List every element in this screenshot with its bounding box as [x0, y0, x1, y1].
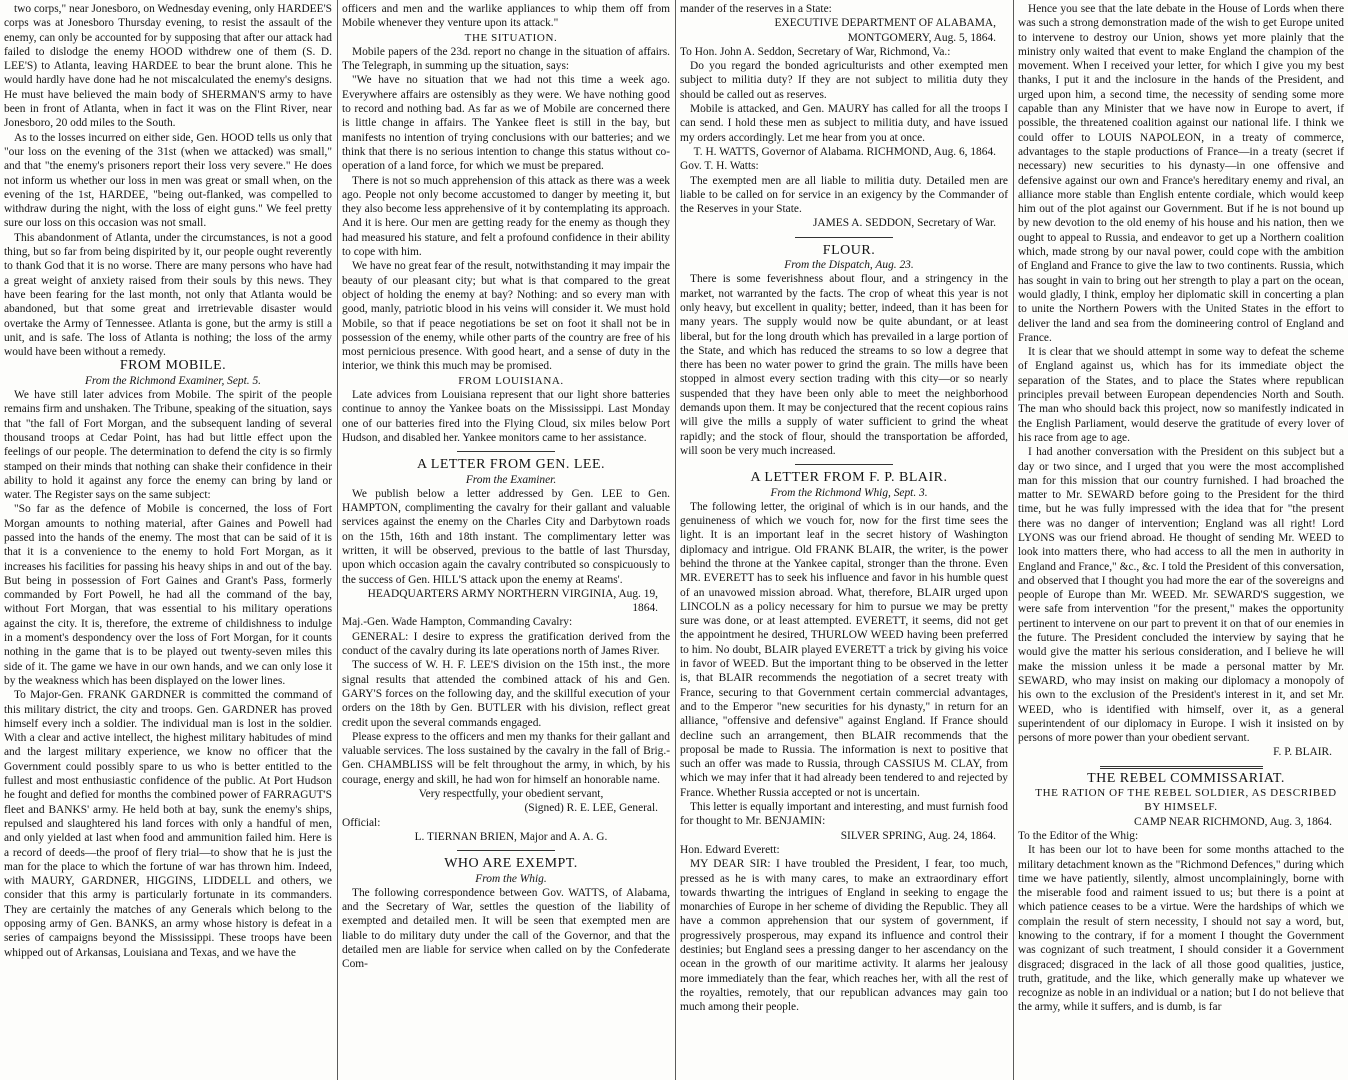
- section-heading: WHO ARE EXEMPT.: [444, 856, 578, 872]
- paragraph: We publish below a letter addressed by Gen. LEE to Gen. HAMPTON, complimenting the cavalry for their gallant and valuable services against the enemy on the Charles City and Darbytown roads on the 15th, 16th and 18th instant. The complimentary letter was written, it will be observed, previous to the battle of last Thursday, upon which occasion again the cavalry contributed so conspicuously to the success of Gen. HILL'S attack upon the enemy at Reams'.: [342, 487, 670, 586]
- section-heading: A LETTER FROM GEN. LEE.: [416, 457, 606, 473]
- dateline-signature: SILVER SPRING, Aug. 24, 1864.: [840, 829, 996, 842]
- section-heading: THE REBEL COMMISSARIAT.: [1087, 770, 1285, 786]
- paragraph: The following letter, the original of which is in our hands, and the genuineness of which we vouch for, now for the first time sees the light. It is an important leaf in the secret history of Washington diplomacy and intrigue. Old FRANK BLAIR, the writer, is the power behind the throne at the Yankee capital, stronger than the throne. Even MR. EVERETT has to seek his influence and favor in his humble quest of an unavowed mission abroad. What, therefore, BLAIR urged upon LINCOLN as a policy necessary for him to pursue we may be pretty sure was done, or at least attempted. EVERETT, it seems, did not get the appointment he desired, THURLOW WEED having been preferred to him. No doubt, BLAIR played EVERETT a trick by giving his voice in favor of WEED. But the important thing to be observed in the letter is, that BLAIR recommends the negotiation of a secret treaty with France, securing to that Government certain commercial advantages, and to the Emperor "new securities for his dynasty," in return for an alliance, "offensive and defensive" against England. If France should decline such an arrangement, then BLAIR recommends that the proposal be made to Russia. The information is next to positive that such an offer was made to Russia, through CASSIUS M. CLAY, from which we may infer that it had already been tendered to and rejected by France. Whether Russia accepted or not is uncertain.: [680, 500, 1008, 799]
- paragraph: Maj.-Gen. Wade Hampton, Commanding Cavalry:: [342, 616, 573, 629]
- separator-rule: [795, 237, 893, 238]
- paragraph: There is some feverishness about flour, and a stringency in the market, not warranted by the facts. The crop of wheat this year is not only heavy, but excellent in quality; better, indeed, than it has been for many years. The supply would now be quite abundant, or at least liberal, but for the long drouth which has prevailed in a large portion of the State, and which has reduced the streams to so low a degree that there has been no water power to grind the grain. The mills have been stopped in almost every section trading with this city—or so nearly suspended that they have been only able to meet the neighborhood demands upon them. It may be conjectured that the recent copious rains will give the mills a supply of water sufficient to grind the wheat rapidly; and the stock of flour, should the transportation be afforded, will soon be very much increased.: [680, 273, 1008, 457]
- paragraph: officers and men and the warlike appliances to whip them off from Mobile whenever they venture upon its attack.": [342, 3, 670, 30]
- source-line: From the Dispatch, Aug. 23.: [784, 259, 914, 272]
- section-heading: FLOUR.: [822, 242, 876, 258]
- paragraph: MY DEAR SIR: I have troubled the President, I fear, too much, pressed as he is with many cares, to make an extraordinary effort towards thwarting the intrigues of England in seeking to engage the monarchies of Europe in her scheme of dividing the Republic. They all have a common apprehension that our system of government, if progressively prosperous, may expand its influence and control their destinies; but England sees a pressing danger to her ascendancy on the ocean in the growth of our maritime activity. It alarms her jealousy more immediately than the fear, which reaches her, with all the rest of the royalties, remotely, that our republican advances may gain too much among their people.: [680, 858, 1008, 1014]
- paragraph: Mobile papers of the 23d. report no change in the situation of affairs. The Telegraph, in summing up the situation, says:: [342, 45, 670, 73]
- paragraph: Official:: [342, 816, 381, 829]
- paragraph: Mobile is attacked, and Gen. MAURY has called for all the troops I can send. I hold these men as subject to militia duty, and have issued my orders accordingly. Let me hear from you at once.: [680, 103, 1008, 144]
- paragraph: To Major-Gen. FRANK GARDNER is committed the command of this military district, the city and troops. Gen. GARDNER has proved himself every inch a soldier. The individual man is lost in the soldier. With a clear and active intellect, the highest military habitudes of mind and the largest military experience, we know no officer that the Government could possibly spare to us who is better entitled to the fullest and most enthusiastic confidence of the public. At Port Hudson he fought and defied for months the combined power of FARRAGUT'S fleet and BANKS' army. He held both at bay, sunk the enemy's ships, repulsed and slaughtered his land forces with only a handful of men, and only yielded at last when food and ammunition failed him. Here is a record of deeds—the proof of flery trial—to show that he is just the man for the place to which the fortune of war has thrown him. Indeed, with MAURY, GARDNER, HIGGINS, LIDDELL and others, we consider that this army is particularly fortunate in its commanders. They are certainly the matches of any Generals which belong to the opposing army of Gen. BANKS, an army whose history is defeat in a series of campaigns beyond the Mississippi. These troops have been whipped out of Arkansas, Louisiana and Texas, and we have the: [4, 689, 332, 959]
- paragraph: "So far as the defence of Mobile is concerned, the loss of Fort Morgan amounts to nothing material, after Gaines and Powell had passed into the hands of the enemy. The most that can be said of it is that it is a convenience to the enemy to hold Fort Morgan, as it increases his facilities for passing his heavy ships in and out of the bay. But being in possession of Fort Gaines and Grant's Pass, formerly commanded by Fort Powell, he had all the command of the bay, without Fort Morgan, that was essential to his military operations against the city. It is, therefore, the extreme of childishness to indulge in a moment's despondency over the loss of Fort Morgan, for it counts nothing in the game that is to be played out twenty-seven miles this side of it. The game we have in our own hands, and we can only lose it by the weakness which has been displayed on the lower lines.: [4, 503, 332, 687]
- paragraph: two corps," near Jonesboro, on Wednesday evening, only HARDEE'S corps was at Jonesboro Thursday evening, to resist the assault of the enemy, can only be accounted for by supposing that after our attack had failed to dislodge the enemy HOOD withdrew one of them (S. D. LEE'S) to Atlanta, leaving HARDEE to bear the brunt alone. This he would hardly have done had he not miscalculated the enemy's designs. He must have believed the main body of SHERMAN'S army to have been in front of Atlanta, when in fact it was on the Flint River, near Jonesboro, 20 odd miles to the South.: [4, 3, 332, 130]
- dateline-signature: F. P. BLAIR.: [1273, 746, 1332, 759]
- double-rule: [1100, 766, 1263, 769]
- paragraph: It has been our lot to have been for some months attached to the military detachment known as the "Richmond Defences," during which time we have patiently, silently, almost uncomplainingly, borne with the miserable food and raiment issued to us; but there is a point at which patience ceases to be a virtue. Were the hardships of which we complain the result of stern necessity, I should not say a word, but, knowing to the contrary, if for a moment I thought the Government was cognizant of such treatment, I should consider it a Government disgraced; disgraced in the lack of all those good qualities, justice, truth, gratitude, and the like, which generally make up whatever we recognize as noble in an individual or a nation; but I do not believe that the army, while it suffers, and is dumb, is far: [1018, 844, 1344, 1014]
- subheading: FROM LOUISIANA.: [458, 374, 564, 387]
- column-2: [338, 0, 674, 1080]
- source-line: From the Richmond Whig, Sept. 3.: [770, 486, 928, 499]
- paragraph: "We have no situation that we had not this time a week ago. Everywhere affairs are ostensibly as they were. We have nothing good to record and nothing bad. As far as we of Mobile are concerned there is little change in affairs. The Yankee fleet is still in the bay, but manifests no intention of trying conclusions with our batteries; and we think that there is no serious intention to change this status without co-operation of a land force, for which we must be prepared.: [342, 74, 670, 173]
- paragraph: There is not so much apprehension of this attack as there was a week ago. People not only become accustomed to danger by meeting it, but they also become less apprehensive of it by contemplating its approach. And it is here. Our men are getting ready for the enemy as though they had measured his stature, and felt a profound confidence in their ability to cope with him.: [342, 174, 670, 259]
- paragraph: I had another conversation with the President on this subject but a day or two since, and I urged that you were the most accomplished man for this mission that our country furnished. I had broached the matter to Mr. SEWARD before going to the President for the third time, but he was fully impressed with the idea that for "the present there was no danger of intervention; England was all right! Lord LYONS was our friend abroad. He thought of sending Mr. WEED to look into matters there, who had access to all the men in authority in England and France," &c., &c. I told the President of this conversation, and observed that I thought you had more the ear of the sovereigns and people of Europe than Mr. WEED. Mr. SEWARD'S suggestion, we were safe from intervention "for the present," makes the opportunity pertinent to intervene on our part to prevent it on that of our enemies in the future. The President concluded the interview by saying that he would give the matter his serious consideration, and I believe he will make the mission unless it be made a personal matter by Mr. SEWARD, who may insist on making our diplomacy a monopoly of his own to the exclusion of the President's interest in it, and set Mr. WEED, who is identified with himself, over it, as a general superintendent of our diplomacy in Europe. I wish it insisted on by persons of more power than your obedient servant.: [1018, 446, 1344, 745]
- paragraph: mander of the reserves in a State:: [680, 3, 832, 15]
- separator-rule: [457, 451, 555, 452]
- paragraph: This letter is equally important and interesting, and must furnish food for thought to Mr. BENJAMIN:: [680, 801, 1008, 828]
- subheading: THE SITUATION.: [464, 31, 558, 44]
- centered-line: Very respectfully, your obedient servant,: [418, 788, 604, 801]
- section-heading: A LETTER FROM F. P. BLAIR.: [750, 470, 948, 486]
- source-line: From the Examiner.: [465, 473, 557, 486]
- source-line: From the Whig.: [475, 872, 547, 885]
- separator-rule: [795, 464, 893, 465]
- paragraph: To the Editor of the Whig:: [1018, 829, 1139, 842]
- paragraph: Gov. T. H. Watts:: [680, 160, 759, 173]
- dateline-signature: JAMES A. SEDDON, Secretary of War.: [813, 217, 996, 230]
- section-heading: FROM MOBILE.: [119, 358, 227, 374]
- paragraph: GENERAL: I desire to express the gratification derived from the conduct of the cavalry during its late operations north of James River.: [342, 630, 670, 658]
- column-3: [676, 0, 1012, 1080]
- column-1: [0, 0, 336, 1080]
- paragraph: To Hon. John A. Seddon, Secretary of War, Richmond, Va.:: [680, 45, 951, 58]
- paragraph: Please express to the officers and men my thanks for their gallant and valuable services. The loss sustained by the cavalry in the fall of Brig.-Gen. CHAMBLISS will be felt throughout the army, in which, by his courage, energy and skill, he had won for himself an honorable name.: [342, 730, 670, 786]
- paragraph: We have no great fear of the result, notwithstanding it may impair the beauty of our pleasant city; but what is that compared to the great object of holding the enemy at bay? Nothing: and so every man with good, manly, patriotic blood in his veins will consider it. We must hold Mobile, so that if peace negotiations be set on foot it shall not be in possession of the enemy, while other parts of the country are free of his most pernicious presence. With good heart, and a sense of duty in the interior, we think this much may be promised.: [342, 260, 670, 373]
- paragraph: The success of W. H. F. LEE'S division on the 15th inst., the more signal results that attended the combined attack of his and Gen. GARY'S forces on the following day, and the skillful execution of your orders on the 18th by Gen. BUTLER with his division, reflect great credit upon the several commands engaged.: [342, 659, 670, 729]
- dateline-signature: CAMP NEAR RICHMOND, Aug. 3, 1864.: [1134, 815, 1332, 828]
- dateline-signature: (Signed) R. E. LEE, General.: [524, 802, 658, 815]
- dateline-signature: HEADQUARTERS ARMY NORTHERN VIRGINIA, Aug. 19, 1864.: [367, 587, 658, 615]
- paragraph: The following correspondence between Gov. WATTS, of Alabama, and the Secretary of War, settles the question of the liability of exempted and detailed men. It will be seen that exempted men are liable to do military duty under the call of the Governor, and that the detailed men are liable for service when called on by the Confederate Com-: [342, 886, 670, 971]
- paragraph: We have still later advices from Mobile. The spirit of the people remains firm and unshaken. The Tribune, speaking of the situation, says that "the fall of Fort Morgan, and the subsequent landing of several thousand troops at Cedar Point, has had but little effect upon the feelings of our people. The determination to defend the city is so firmly stamped on their minds that nothing can shake their confidence in their ability to hold it against any force the enemy can bring by land or water. The Register says on the same subject:: [4, 389, 332, 502]
- source-line: From the Richmond Examiner, Sept. 5.: [84, 374, 262, 387]
- paragraph: This abandonment of Atlanta, under the circumstances, is not a good thing, but so far from being dispirited by it, our people ought reverently to thank God that it is no worse. There are many persons who have had a great weight of anxiety raised from their souls by this news. They have been fearing for the last month, not only that Atlanta would be abandoned, but that some great and irretrievable disaster would overtake the Army of Tennessee. Atlanta is gone, but the army is still a unit, and is safe. The loss of Atlanta is nothing; the loss of the army would have been without a remedy.: [4, 231, 332, 359]
- paragraph: Do you regard the bonded agriculturists and other exempted men subject to militia duty? If they are not subject to militia duty they should be called out as reserves.: [680, 60, 1008, 101]
- dateline-signature: T. H. WATTS, Governor of Alabama. RICHMOND, Aug. 6, 1864.: [693, 145, 996, 158]
- paragraph: The exempted men are all liable to militia duty. Detailed men are liable to be called on for service in an exigency by the Commander of the Reserves in your State.: [680, 174, 1008, 216]
- centered-line: L. TIERNAN BRIEN, Major and A. A. G.: [414, 830, 608, 843]
- paragraph: Late advices from Louisiana represent that our light shore batteries continue to annoy the Yankee boats on the Mississippi. Last Monday one of our batteries fired into the Flying Cloud, six miles below Port Hudson, and disabled her. Yankee monitors came to her assistance.: [342, 389, 670, 444]
- subheading: THE RATION OF THE REBEL SOLDIER, AS DESCRIBED BY HIMSELF.: [1035, 787, 1337, 814]
- separator-rule: [457, 850, 555, 851]
- paragraph: As to the losses incurred on either side, Gen. HOOD tells us only that "our loss on the evening of the 31st (when we attacked) was small," and that "the enemy's prisoners report their loss very severe." He does not inform us whether our loss in men was great or small when, on the evening of the 1st, HARDEE, "being out-flanked, was compelled to withdraw during the night, with the loss of eight guns." We feel pretty sure our loss on this occasion was not small.: [4, 131, 332, 230]
- paragraph: Hon. Edward Everett:: [680, 843, 780, 856]
- dateline-signature: EXECUTIVE DEPARTMENT OF ALABAMA, MONTGOMERY, Aug. 5, 1864.: [774, 17, 996, 44]
- paragraph: It is clear that we should attempt in some way to defeat the scheme of England against us, which has for its immediate object the separation of the States, and to place the States where republican principles prevail between European dependencies North and South. The man who should back this project, now so manifestly indicated in the English Parliament, would deserve the gratitude of every lover of his race from age to age.: [1018, 346, 1344, 444]
- column-4: [1014, 0, 1348, 1080]
- paragraph: Hence you see that the late debate in the House of Lords when there was such a strong demonstration made of the wish to get Europe united to intervene to destroy our Union, shows yet more plainly that the ministry only waited that event to make England the champion of the movement. When I received your letter, for which I give you my best thanks, I put it and the inclosure in the hands of the President, and urged upon him, a second time, the necessity of sending some more capable than any Minister that we have now in Europe to avert, if possible, the threatened coalition against our national life. I think we could offer to LOUIS NAPOLEON, in a treaty of commerce, advantages to the staple productions of France—in a treaty (secret if necessary) new securities to his dynasty—in one offensive and defensive against our own and France's hereditary enemy and rival, an alliance more stable than English entente cordiale, which would keep him out of the plot against our Government. But if he is not bound up by new devotion to the old enemy of his house and his nation, then we ought to appeal to Russia, and endeavor to get up a Northern coalition which, made strong by our naval power, could cope with the ambition of England and France to give the law to two continents. Russia, which has sought in vain to bring out her strength to play a part on the ocean, would gladly, I think, employ her diplomatic skill in concerting a plan to unite the Northern Powers with the United States in the effort to deliver the land and sea from the domineering control of England and France.: [1018, 3, 1344, 344]
